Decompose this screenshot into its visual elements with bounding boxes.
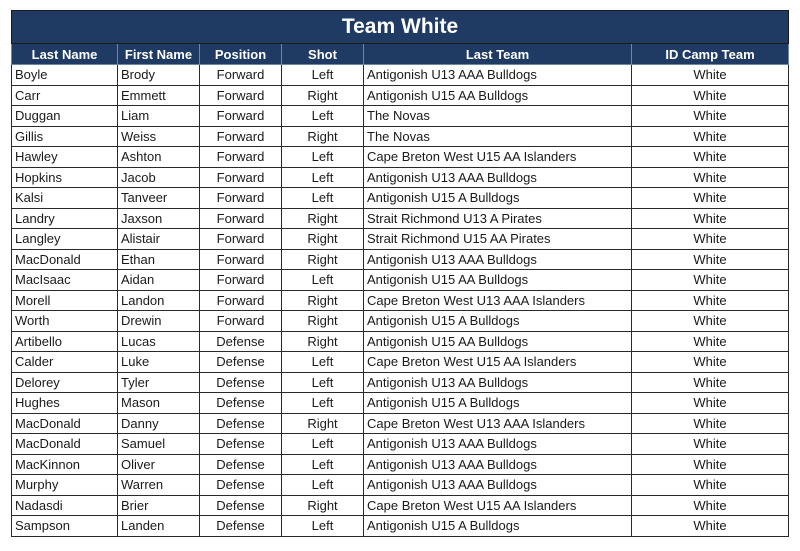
shot-cell: Left <box>282 454 364 475</box>
last-team-cell: Cape Breton West U15 AA Islanders <box>364 147 632 168</box>
last-name-cell: Gillis <box>12 126 118 147</box>
position-cell: Forward <box>200 311 282 332</box>
position-cell: Defense <box>200 331 282 352</box>
first-name-cell: Mason <box>118 393 200 414</box>
id-camp-team-cell: White <box>632 331 789 352</box>
column-header-id-camp-team: ID Camp Team <box>632 44 789 65</box>
shot-cell: Right <box>282 85 364 106</box>
column-header-last-team: Last Team <box>364 44 632 65</box>
last-name-cell: Nadasdi <box>12 495 118 516</box>
last-team-cell: The Novas <box>364 126 632 147</box>
position-cell: Forward <box>200 270 282 291</box>
id-camp-team-cell: White <box>632 495 789 516</box>
id-camp-team-cell: White <box>632 85 789 106</box>
id-camp-team-cell: White <box>632 434 789 455</box>
last-name-cell: MacDonald <box>12 413 118 434</box>
last-team-cell: Antigonish U13 AAA Bulldogs <box>364 249 632 270</box>
shot-cell: Left <box>282 475 364 496</box>
table-row <box>12 167 789 188</box>
position-cell: Defense <box>200 495 282 516</box>
table-row <box>12 311 789 332</box>
last-team-cell: Cape Breton West U13 AAA Islanders <box>364 290 632 311</box>
last-name-cell: Boyle <box>12 65 118 86</box>
first-name-cell: Landon <box>118 290 200 311</box>
shot-cell: Left <box>282 167 364 188</box>
first-name-cell: Emmett <box>118 85 200 106</box>
last-name-cell: Morell <box>12 290 118 311</box>
position-cell: Defense <box>200 372 282 393</box>
last-name-cell: Worth <box>12 311 118 332</box>
id-camp-team-cell: White <box>632 372 789 393</box>
last-name-cell: Hawley <box>12 147 118 168</box>
last-team-cell: Antigonish U13 AA Bulldogs <box>364 372 632 393</box>
shot-cell: Left <box>282 188 364 209</box>
position-cell: Forward <box>200 229 282 250</box>
first-name-cell: Weiss <box>118 126 200 147</box>
last-team-cell: Cape Breton West U15 AA Islanders <box>364 352 632 373</box>
first-name-cell: Ashton <box>118 147 200 168</box>
position-cell: Forward <box>200 147 282 168</box>
position-cell: Forward <box>200 290 282 311</box>
last-name-cell: Carr <box>12 85 118 106</box>
column-header-position: Position <box>200 44 282 65</box>
id-camp-team-cell: White <box>632 188 789 209</box>
last-team-cell: Antigonish U15 A Bulldogs <box>364 311 632 332</box>
id-camp-team-cell: White <box>632 167 789 188</box>
id-camp-team-cell: White <box>632 393 789 414</box>
last-name-cell: Langley <box>12 229 118 250</box>
table-row <box>12 434 789 455</box>
position-cell: Forward <box>200 167 282 188</box>
first-name-cell: Lucas <box>118 331 200 352</box>
first-name-cell: Tyler <box>118 372 200 393</box>
last-name-cell: Calder <box>12 352 118 373</box>
shot-cell: Right <box>282 249 364 270</box>
table-row <box>12 188 789 209</box>
last-name-cell: Murphy <box>12 475 118 496</box>
roster-body <box>12 65 789 537</box>
first-name-cell: Danny <box>118 413 200 434</box>
first-name-cell: Alistair <box>118 229 200 250</box>
table-row <box>12 413 789 434</box>
last-name-cell: Hughes <box>12 393 118 414</box>
table-row <box>12 65 789 86</box>
roster-sheet <box>11 10 788 537</box>
last-team-cell: Antigonish U15 AA Bulldogs <box>364 270 632 291</box>
id-camp-team-cell: White <box>632 249 789 270</box>
table-row <box>12 372 789 393</box>
first-name-cell: Luke <box>118 352 200 373</box>
position-cell: Defense <box>200 434 282 455</box>
shot-cell: Left <box>282 65 364 86</box>
table-row <box>12 331 789 352</box>
table-row <box>12 270 789 291</box>
id-camp-team-cell: White <box>632 126 789 147</box>
table-row <box>12 352 789 373</box>
position-cell: Forward <box>200 249 282 270</box>
last-name-cell: Sampson <box>12 516 118 537</box>
table-row <box>12 208 789 229</box>
shot-cell: Left <box>282 372 364 393</box>
first-name-cell: Samuel <box>118 434 200 455</box>
table-row <box>12 290 789 311</box>
shot-cell: Right <box>282 311 364 332</box>
position-cell: Forward <box>200 106 282 127</box>
shot-cell: Right <box>282 126 364 147</box>
shot-cell: Right <box>282 413 364 434</box>
id-camp-team-cell: White <box>632 311 789 332</box>
id-camp-team-cell: White <box>632 290 789 311</box>
table-row <box>12 85 789 106</box>
id-camp-team-cell: White <box>632 413 789 434</box>
team-title: Team White <box>12 11 789 44</box>
last-name-cell: Delorey <box>12 372 118 393</box>
last-name-cell: Landry <box>12 208 118 229</box>
position-cell: Forward <box>200 65 282 86</box>
position-cell: Defense <box>200 475 282 496</box>
table-row <box>12 454 789 475</box>
shot-cell: Left <box>282 516 364 537</box>
position-cell: Defense <box>200 454 282 475</box>
last-name-cell: MacDonald <box>12 249 118 270</box>
last-name-cell: Duggan <box>12 106 118 127</box>
first-name-cell: Oliver <box>118 454 200 475</box>
last-team-cell: Antigonish U13 AAA Bulldogs <box>364 167 632 188</box>
position-cell: Defense <box>200 413 282 434</box>
shot-cell: Left <box>282 106 364 127</box>
last-team-cell: Antigonish U15 AA Bulldogs <box>364 85 632 106</box>
table-row <box>12 475 789 496</box>
id-camp-team-cell: White <box>632 65 789 86</box>
last-name-cell: Kalsi <box>12 188 118 209</box>
shot-cell: Right <box>282 495 364 516</box>
id-camp-team-cell: White <box>632 147 789 168</box>
column-header-last-name: Last Name <box>12 44 118 65</box>
position-cell: Forward <box>200 188 282 209</box>
shot-cell: Left <box>282 270 364 291</box>
shot-cell: Right <box>282 331 364 352</box>
id-camp-team-cell: White <box>632 229 789 250</box>
last-team-cell: Antigonish U13 AAA Bulldogs <box>364 434 632 455</box>
position-cell: Defense <box>200 352 282 373</box>
id-camp-team-cell: White <box>632 475 789 496</box>
first-name-cell: Ethan <box>118 249 200 270</box>
first-name-cell: Landen <box>118 516 200 537</box>
table-row <box>12 495 789 516</box>
table-row <box>12 393 789 414</box>
id-camp-team-cell: White <box>632 516 789 537</box>
table-row <box>12 229 789 250</box>
shot-cell: Right <box>282 229 364 250</box>
last-team-cell: Strait Richmond U13 A Pirates <box>364 208 632 229</box>
shot-cell: Left <box>282 352 364 373</box>
shot-cell: Left <box>282 393 364 414</box>
table-row <box>12 106 789 127</box>
id-camp-team-cell: White <box>632 270 789 291</box>
table-row <box>12 126 789 147</box>
position-cell: Defense <box>200 516 282 537</box>
first-name-cell: Brier <box>118 495 200 516</box>
last-team-cell: Antigonish U15 AA Bulldogs <box>364 331 632 352</box>
shot-cell: Left <box>282 147 364 168</box>
shot-cell: Left <box>282 434 364 455</box>
last-name-cell: MacKinnon <box>12 454 118 475</box>
last-team-cell: Cape Breton West U13 AAA Islanders <box>364 413 632 434</box>
column-header-first-name: First Name <box>118 44 200 65</box>
first-name-cell: Drewin <box>118 311 200 332</box>
first-name-cell: Aidan <box>118 270 200 291</box>
last-team-cell: Antigonish U15 A Bulldogs <box>364 393 632 414</box>
last-team-cell: Antigonish U13 AAA Bulldogs <box>364 65 632 86</box>
first-name-cell: Liam <box>118 106 200 127</box>
first-name-cell: Tanveer <box>118 188 200 209</box>
table-row <box>12 249 789 270</box>
position-cell: Forward <box>200 85 282 106</box>
last-team-cell: Antigonish U15 A Bulldogs <box>364 188 632 209</box>
first-name-cell: Jaxson <box>118 208 200 229</box>
last-team-cell: Antigonish U15 A Bulldogs <box>364 516 632 537</box>
last-team-cell: The Novas <box>364 106 632 127</box>
last-name-cell: Hopkins <box>12 167 118 188</box>
last-name-cell: Artibello <box>12 331 118 352</box>
column-header-row <box>12 44 789 65</box>
table-row <box>12 147 789 168</box>
last-name-cell: MacDonald <box>12 434 118 455</box>
position-cell: Defense <box>200 393 282 414</box>
position-cell: Forward <box>200 126 282 147</box>
first-name-cell: Brody <box>118 65 200 86</box>
last-team-cell: Strait Richmond U15 AA Pirates <box>364 229 632 250</box>
shot-cell: Right <box>282 290 364 311</box>
last-team-cell: Antigonish U13 AAA Bulldogs <box>364 475 632 496</box>
first-name-cell: Jacob <box>118 167 200 188</box>
first-name-cell: Warren <box>118 475 200 496</box>
id-camp-team-cell: White <box>632 352 789 373</box>
id-camp-team-cell: White <box>632 208 789 229</box>
id-camp-team-cell: White <box>632 106 789 127</box>
column-header-shot: Shot <box>282 44 364 65</box>
roster-table <box>11 10 789 537</box>
last-team-cell: Antigonish U13 AAA Bulldogs <box>364 454 632 475</box>
id-camp-team-cell: White <box>632 454 789 475</box>
position-cell: Forward <box>200 208 282 229</box>
table-row <box>12 516 789 537</box>
shot-cell: Right <box>282 208 364 229</box>
last-name-cell: MacIsaac <box>12 270 118 291</box>
last-team-cell: Cape Breton West U15 AA Islanders <box>364 495 632 516</box>
